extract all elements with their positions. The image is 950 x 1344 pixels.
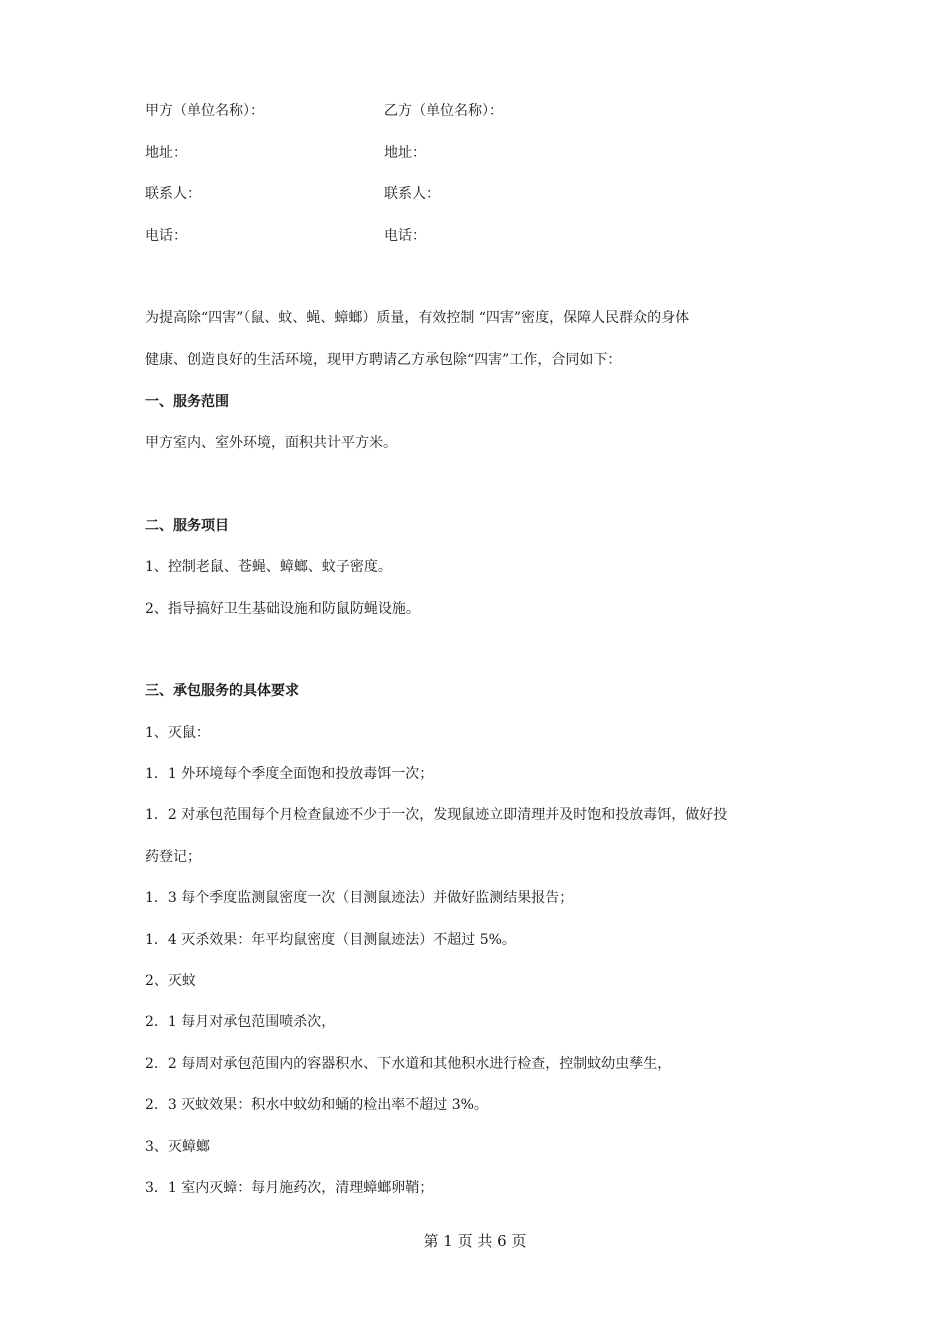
section-2-heading: 二、服务项目: [145, 518, 229, 534]
rat-item-1-2-continued: 药登记；: [145, 849, 201, 865]
section-1-text: 甲方室内、室外环境，面积共计平方米。: [145, 435, 397, 451]
rat-item-1-3: 1．3 每个季度监测鼠密度一次（目测鼠迹法）并做好监测结果报告；: [145, 890, 574, 906]
party-b-contact-label: 联系人：: [384, 186, 440, 202]
party-b-name-label: 乙方（单位名称）：: [384, 103, 503, 119]
section-2-item-2: 2、指导搞好卫生基础设施和防鼠防蝇设施。: [145, 601, 420, 617]
mosquito-item-2-2: 2．2 每周对承包范围内的容器积水、下水道和其他积水进行检查，控制蚊幼虫孳生，: [145, 1056, 672, 1072]
party-a-address-label: 地址：: [145, 145, 187, 161]
section-3-heading: 三、承包服务的具体要求: [145, 683, 299, 699]
party-a-name-label: 甲方（单位名称）：: [145, 103, 264, 119]
party-b-phone-label: 电话：: [384, 228, 426, 244]
cockroach-item-3-1: 3．1 室内灭蟑：每月施药次，清理蟑螂卵鞘；: [145, 1180, 434, 1196]
party-address-row: [145, 141, 805, 165]
page-number-footer: 第 1 页 共 6 页: [423, 1232, 527, 1250]
intro-line-2: 健康、创造良好的生活环境，现甲方聘请乙方承包除“四害”工作，合同如下：: [145, 352, 622, 368]
rat-control-title: 1、灭鼠：: [145, 725, 210, 741]
party-contact-row: [145, 182, 805, 206]
intro-line-1: 为提高除“四害”（鼠、蚊、蝇、蟑螂）质量，有效控制 “四害”密度，保障人民群众的身体: [145, 310, 690, 326]
cockroach-control-title: 3、灭蟑螂: [145, 1139, 210, 1155]
party-a-phone-label: 电话：: [145, 228, 187, 244]
mosquito-item-2-3: 2．3 灭蚊效果：积水中蚊幼和蛹的检出率不超过 3%。: [145, 1097, 488, 1113]
party-b-address-label: 地址：: [384, 145, 426, 161]
section-1-heading: 一、服务范围: [145, 394, 229, 410]
rat-item-1-4: 1．4 灭杀效果：年平均鼠密度（目测鼠迹法）不超过 5%。: [145, 932, 516, 948]
rat-item-1-2: 1．2 对承包范围每个月检查鼠迹不少于一次，发现鼠迹立即清理并及时饱和投放毒饵，做好投: [145, 807, 728, 823]
mosquito-item-2-1: 2．1 每月对承包范围喷杀次，: [145, 1014, 336, 1030]
section-2-item-1: 1、控制老鼠、苍蝇、蟑螂、蚊子密度。: [145, 559, 392, 575]
mosquito-control-title: 2、灭蚊: [145, 973, 196, 989]
party-name-row: [145, 99, 805, 123]
party-a-contact-label: 联系人：: [145, 186, 201, 202]
rat-item-1-1: 1．1 外环境每个季度全面饱和投放毒饵一次；: [145, 766, 434, 782]
party-phone-row: [145, 224, 805, 248]
